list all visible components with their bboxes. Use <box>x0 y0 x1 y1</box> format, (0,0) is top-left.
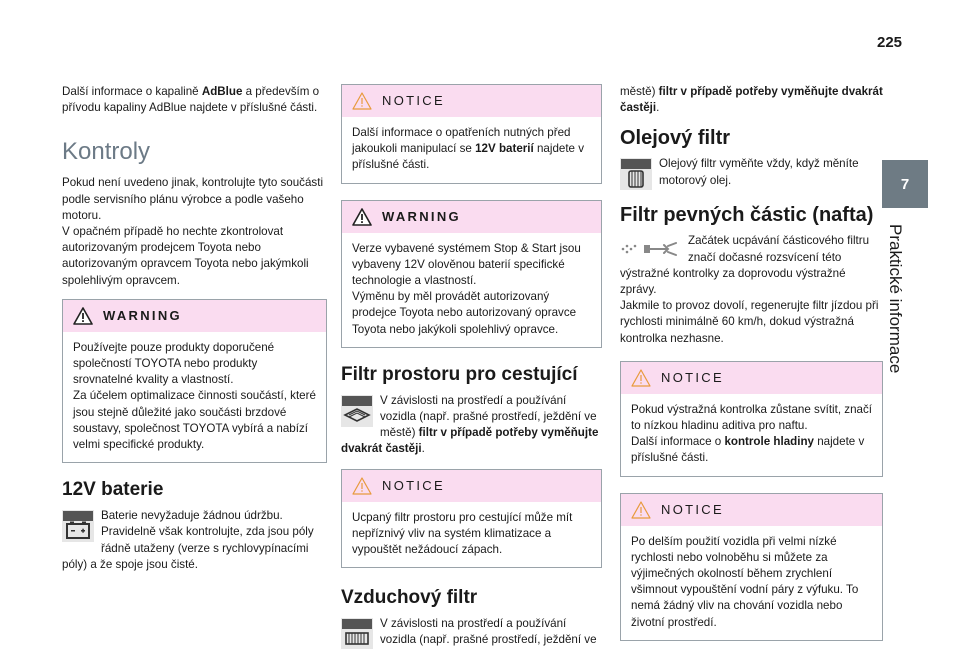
notice-header <box>621 494 882 526</box>
warning-title: WARNING <box>382 208 461 224</box>
notice-box-dpf-level <box>620 361 883 477</box>
notice-header <box>621 362 882 394</box>
notice-triangle-icon <box>352 92 372 110</box>
cabin-filter-text: V závislosti na prostředí a používání vozidla (např. prašné prostředí, ježdění ve městě) filtr v případě potřeby vyměňujte dvakrát častěji. <box>341 393 599 456</box>
notice-box-cabin <box>341 469 602 569</box>
notice-header <box>342 470 601 502</box>
air-filter-service-icon <box>341 618 373 649</box>
air-filter-section <box>341 616 602 649</box>
notice-text: Další informace o opatřeních nutných před jakoukoli manipulací se 12V baterií najdete v příslušné části. <box>352 126 585 172</box>
notice-triangle-icon <box>631 501 651 519</box>
warning-triangle-icon <box>352 208 372 226</box>
chapter-tab <box>882 160 928 208</box>
air-filter-text: V závislosti na prostředí a používání vozidla (např. prašné prostředí, ježdění ve <box>380 617 597 647</box>
oil-filter-service-icon <box>620 158 652 190</box>
column-3 <box>620 84 883 641</box>
notice-text: Ucpaný filtr prostoru pro cestující může mít nepříznivý vliv na systém klimatizace a vypouštět nežádoucí zápach. <box>352 510 573 557</box>
oil-filter-heading: Olejový filtr <box>620 127 731 150</box>
warning-text: Používejte pouze produkty doporučené společností TOYOTA nebo produkty srovnatelné kvality a vlastností. Za účelem optimalizace činnosti součástí, které jsou stejně důležité jako součásti brzdové soustavy, společnost TOYOTA vybírá a nabízí velmi specifické produkty. <box>73 340 316 452</box>
notice-title: NOTICE <box>661 501 724 517</box>
battery-section <box>62 508 327 573</box>
chapter-number: 7 <box>900 175 910 193</box>
adblue-intro: Další informace o kapalině AdBlue a především o přívodu kapaliny AdBlue najdete v příslušné části. <box>62 85 320 115</box>
cabin-filter-service-icon <box>341 395 373 427</box>
notice-box-steam <box>620 493 883 641</box>
oil-filter-section <box>620 156 883 191</box>
particle-filter-warning-icon <box>620 237 680 261</box>
notice-text: Po delším použití vozidla při velmi nízké rychlosti nebo volnoběhu si můžete za výjimečných okolností během zrychlení všimnout vypouštění vodní páry z výfuku. To nemá žádný vliv na chování vozidla nebo životní prostředí. <box>631 534 859 629</box>
page-number: 225 <box>877 34 903 51</box>
air-filter-continued: městě) filtr v případě potřeby vyměňujte dvakrát častěji. <box>620 85 883 115</box>
dpf-text: Začátek ucpávání částicového filtru značí dočasné rozsvícení této výstražné kontrolky za doprovodu výstražné zprávy. Jakmile to provoz dovolí, regenerujte filtr jízdou při rychlosti minimálně 60 km/h, dokud výstražná kontrolka nezhasne. <box>620 234 879 345</box>
warning-title: WARNING <box>103 307 182 323</box>
notice-title: NOTICE <box>382 477 445 493</box>
column-2 <box>341 84 602 649</box>
dpf-section <box>620 233 883 346</box>
warning-text: Verze vybavené systémem Stop & Start jsou vybaveny 12V olověnou baterií specifické technologie a vlastností. Výměnu by měl provádět autorizovaný prodejce Toyota nebo autorizovaný opravce Toyota nebo jakýkoli spolehlivý opravce. <box>352 241 581 336</box>
column-1 <box>62 84 327 573</box>
notice-triangle-icon <box>352 477 372 495</box>
air-filter-heading: Vzduchový filtr <box>341 587 478 609</box>
battery-service-icon <box>62 510 94 542</box>
oil-filter-text: Olejový filtr vyměňte vždy, když měníte motorový olej. <box>659 157 859 187</box>
notice-text: Pokud výstražná kontrolka zůstane svítit, značí to nízkou hladinu aditiva pro naftu. Další informace o kontrole hladiny najdete v příslušné části. <box>631 402 873 465</box>
notice-box-battery <box>341 84 602 184</box>
chapter-title: Praktické informace <box>886 224 905 374</box>
warning-box-products <box>62 299 327 463</box>
kontroly-text: Pokud není uvedeno jinak, kontrolujte tyto součásti podle servisního plánu výrobce a podle vašeho motoru. V opačném případě ho nechte zkontrolovat autorizovaným prodejcem Toyota nebo autorizovaným opravcem Toyota nebo jakýmkoli spolehlivým opravcem. <box>62 176 324 287</box>
warning-box-stop-start <box>341 200 602 348</box>
kontroly-heading: Kontroly <box>62 138 151 166</box>
notice-title: NOTICE <box>382 92 445 108</box>
warning-triangle-icon <box>73 307 93 325</box>
notice-title: NOTICE <box>661 369 724 385</box>
battery-heading: 12V baterie <box>62 479 164 501</box>
cabin-filter-heading: Filtr prostoru pro cestující <box>341 363 578 385</box>
dpf-heading: Filtr pevných částic (nafta) <box>620 204 874 227</box>
notice-triangle-icon <box>631 369 651 387</box>
battery-text: Baterie nevyžaduje žádnou údržbu. Pravidelně však kontrolujte, zda jsou póly řádně utaženy (verze s rychlovypínacími póly) a že spoje jsou čisté. <box>62 509 314 571</box>
cabin-filter-section <box>341 393 602 458</box>
warning-header <box>63 300 326 332</box>
warning-header <box>342 201 601 233</box>
notice-header <box>342 85 601 117</box>
